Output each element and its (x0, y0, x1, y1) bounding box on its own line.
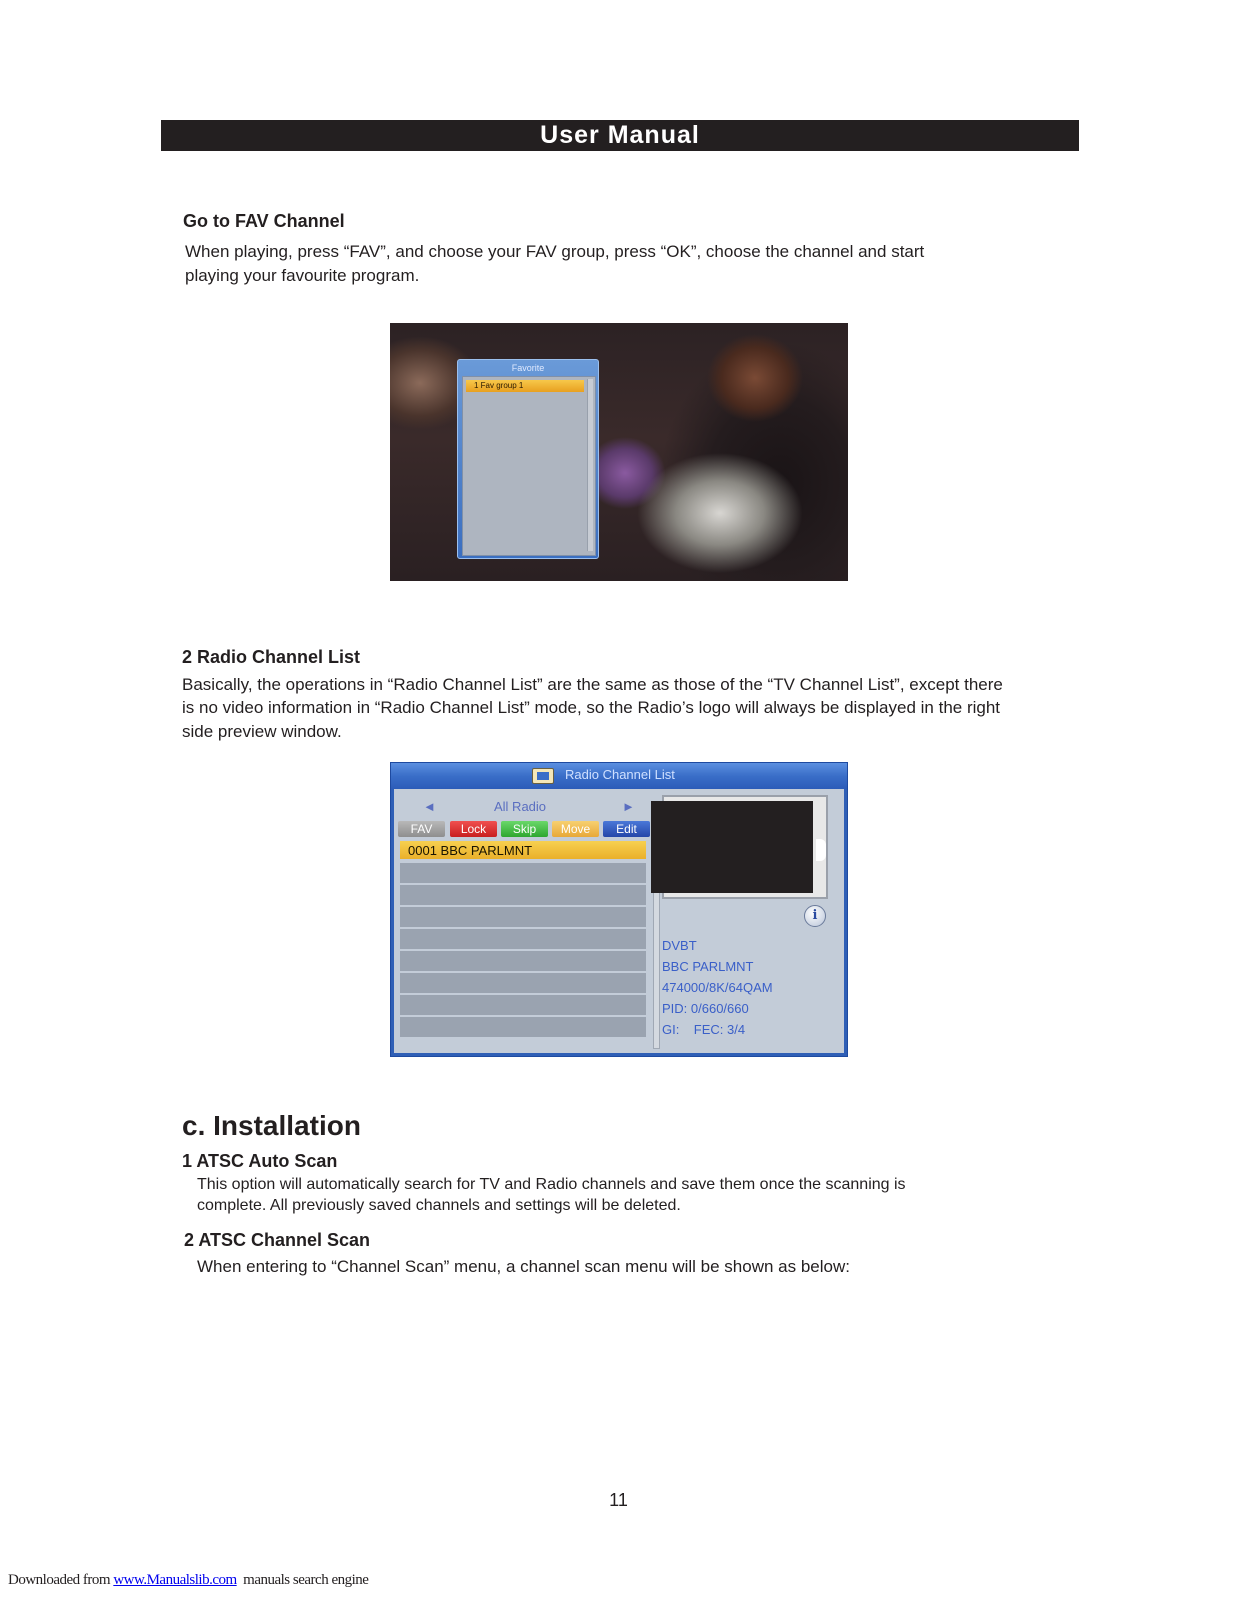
favorite-screenshot (390, 323, 848, 581)
group-label: All Radio (494, 799, 547, 814)
favorite-scrollbar[interactable] (587, 379, 593, 551)
fav-paragraph-line-1: When playing, press “FAV”, and choose your FAV group, press “OK”, choose the channel and start (185, 242, 925, 261)
manualslib-link[interactable]: www.Manualslib.com (113, 1572, 237, 1588)
skip-button[interactable]: Skip (501, 821, 548, 837)
radio-channel-list-screenshot (390, 762, 848, 1057)
installation-heading: c. Installation (182, 1110, 361, 1141)
lock-button[interactable]: Lock (450, 821, 497, 837)
radio-paragraph-line-2: is no video information in “Radio Channel List” mode, so the Radio’s logo will always be displayed in the right (182, 698, 1001, 717)
download-suffix: manuals search engine (236, 1572, 369, 1588)
header-bar (161, 120, 1079, 151)
channel-scan-heading: 2 ATSC Channel Scan (184, 1230, 371, 1250)
preview-video-area (651, 801, 813, 893)
fav-button[interactable]: FAV (398, 821, 445, 837)
page-number: 11 (609, 1490, 628, 1510)
preview-panel (658, 795, 840, 1049)
channel-row-empty[interactable] (400, 863, 646, 885)
channel-row-empty[interactable] (400, 929, 646, 951)
radio-heading: 2 Radio Channel List (182, 647, 361, 667)
radio-paragraph-line-1: Basically, the operations in “Radio Channel List” are the same as those of the “TV Channel List”, except there (182, 675, 1003, 694)
radio-window-title: Radio Channel List (565, 767, 675, 782)
favorite-window (457, 359, 599, 559)
info-icon[interactable]: i (804, 905, 826, 927)
radio-paragraph-line-3: side preview window. (182, 722, 342, 741)
edit-button[interactable]: Edit (603, 821, 650, 837)
radio-body (394, 789, 844, 1053)
auto-scan-line-2: complete. All previously saved channels and settings will be deleted. (197, 1197, 681, 1214)
fav-paragraph-line-2: playing your favourite program. (185, 266, 420, 285)
info-frequency: 474000/8K/64QAM (662, 980, 773, 995)
favorite-list-item[interactable]: 1 Fav group 1 (466, 380, 584, 392)
channel-scan-line-1: When entering to “Channel Scan” menu, a channel scan menu will be shown as below: (197, 1257, 850, 1276)
download-prefix: Downloaded from (8, 1572, 114, 1588)
info-gi-fec: GI: FEC: 3/4 (662, 1022, 746, 1037)
radio-channel-panel (398, 797, 654, 1049)
move-button[interactable]: Move (552, 821, 599, 837)
favorite-list (462, 376, 596, 556)
favorite-window-title: Favorite (511, 363, 545, 373)
auto-scan-line-1: This option will automatically search for TV and Radio channels and save them once the scanning is (197, 1176, 906, 1193)
channel-row-empty[interactable] (400, 973, 646, 995)
download-footer (8, 1572, 368, 1589)
tv-icon (532, 768, 554, 784)
arrow-left-icon[interactable]: ◄ (423, 799, 436, 814)
preview-window (662, 795, 828, 899)
arrow-right-icon[interactable]: ► (622, 799, 635, 814)
info-system: DVBT (662, 938, 697, 953)
header-title: User Manual (540, 121, 700, 149)
fav-heading: Go to FAV Channel (183, 211, 345, 231)
radio-titlebar (391, 763, 848, 789)
channel-row-empty[interactable] (400, 1017, 646, 1039)
channel-row-empty[interactable] (400, 907, 646, 929)
channel-row-empty[interactable] (400, 995, 646, 1017)
info-pid: PID: 0/660/660 (662, 1001, 749, 1016)
channel-row-empty[interactable] (400, 885, 646, 907)
channel-row-selected[interactable]: 0001 BBC PARLMNT (400, 841, 646, 861)
radio-logo (816, 839, 826, 861)
channel-row-empty[interactable] (400, 951, 646, 973)
group-selector (398, 797, 650, 817)
auto-scan-heading: 1 ATSC Auto Scan (182, 1151, 338, 1171)
info-channel-name: BBC PARLMNT (662, 959, 754, 974)
